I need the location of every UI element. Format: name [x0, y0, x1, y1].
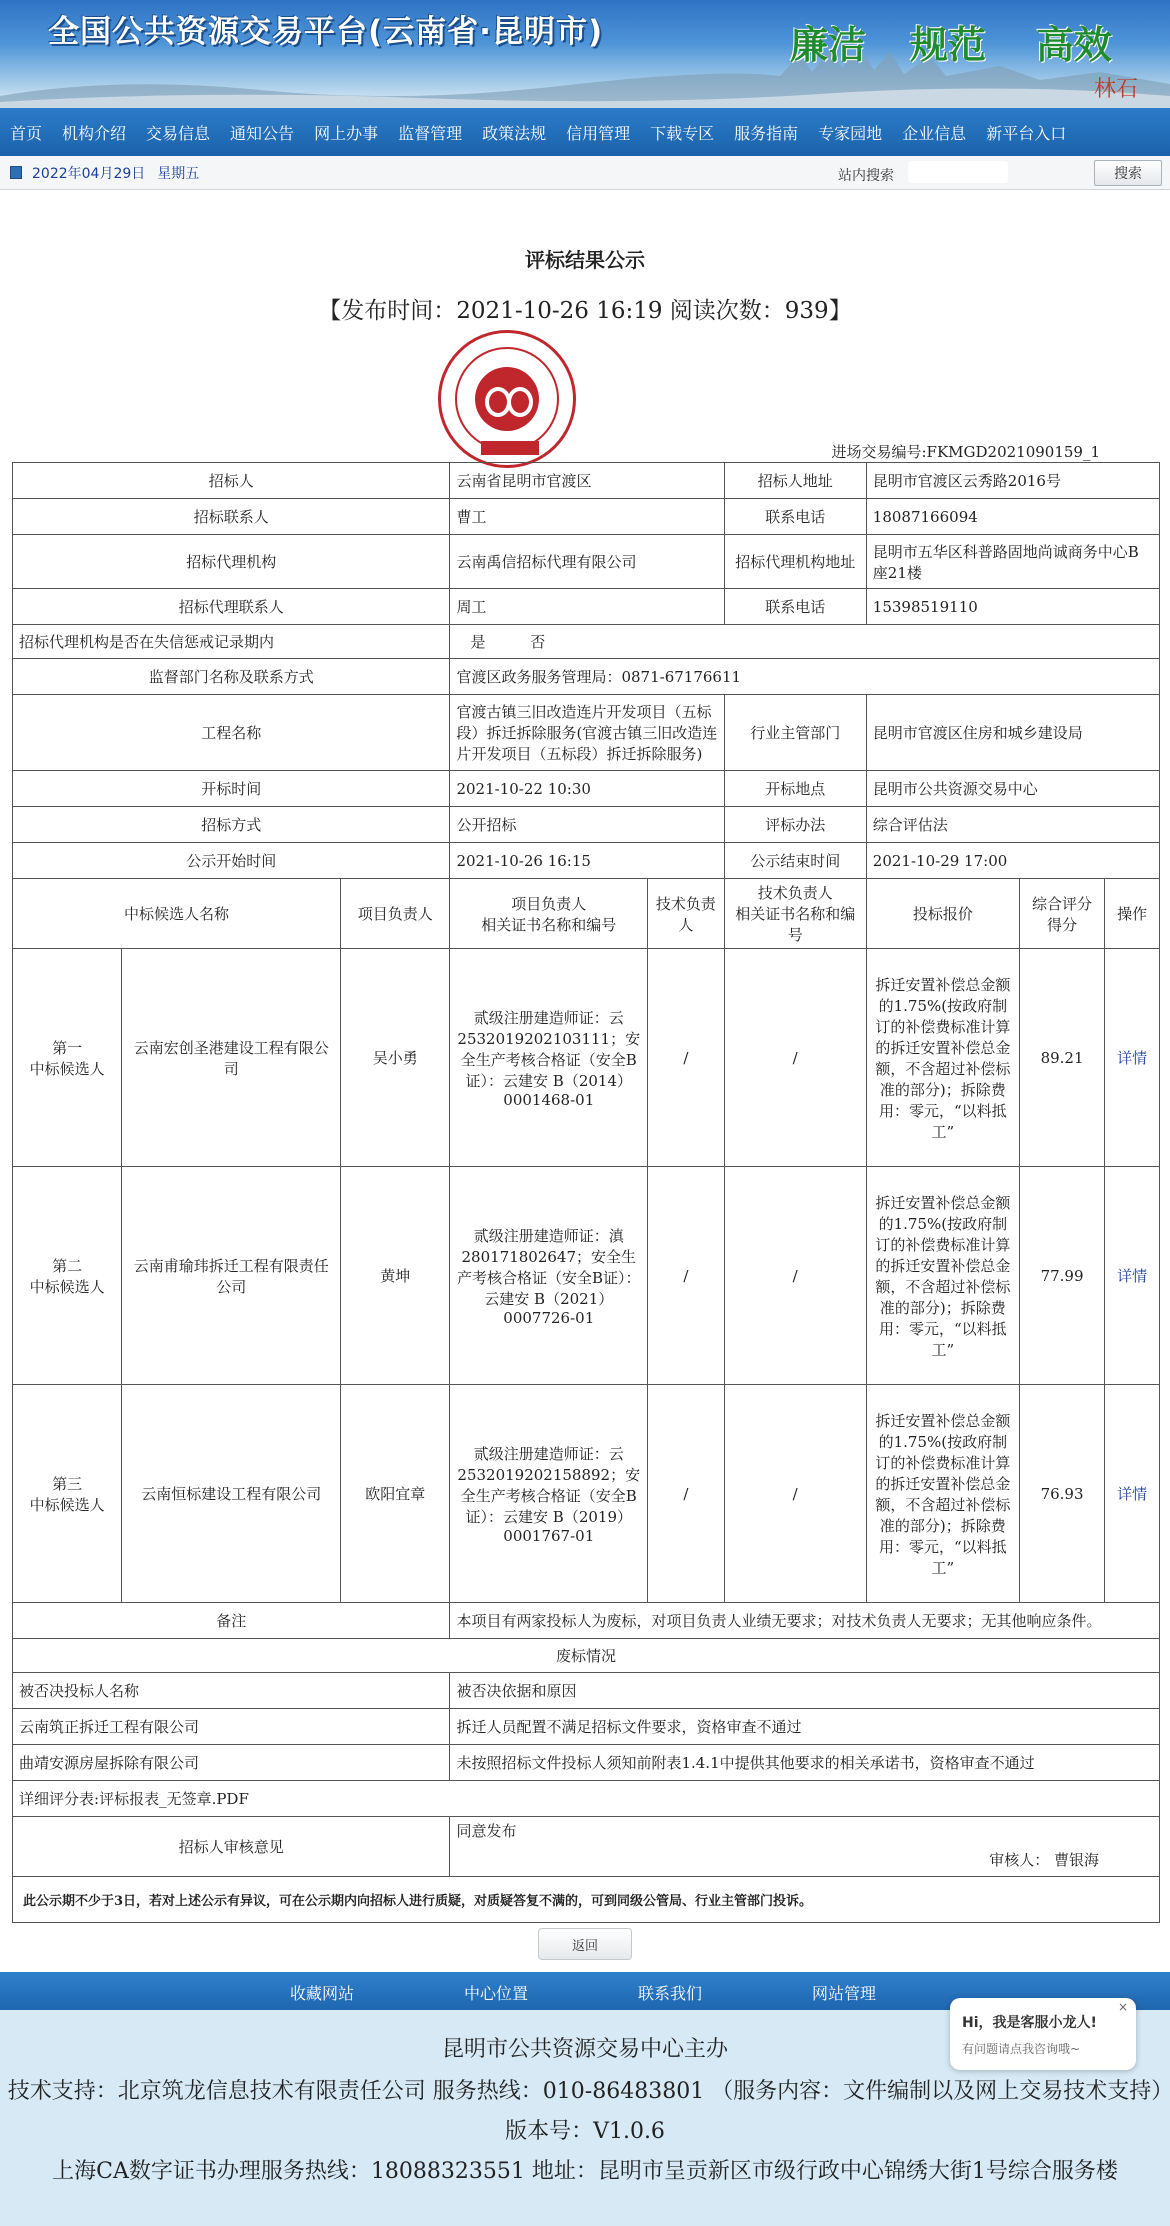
- detail-link[interactable]: 详情: [1117, 1267, 1148, 1285]
- eval-label: 评标办法: [724, 807, 866, 843]
- publish-info: 【发布时间：2021-10-26 16:19 阅读次数：939】: [318, 298, 852, 324]
- supervisor-label: 监督部门名称及联系方式: [13, 659, 450, 695]
- tenderer-label: 招标人: [13, 463, 450, 499]
- score-sheet-link[interactable]: 评标报表_无签章.PDF: [99, 1790, 249, 1808]
- candidate-manager: 欧阳宜章: [341, 1385, 450, 1603]
- dishonest-no: 否: [530, 633, 546, 651]
- candidate-score: 89.21: [1019, 949, 1104, 1167]
- slogan-2: 规范: [910, 22, 987, 67]
- candidate-tech-cert: /: [724, 1167, 866, 1385]
- pub-end-value: 2021-10-29 17:00: [866, 843, 1159, 879]
- open-time-value: 2021-10-22 10:30: [450, 771, 724, 807]
- rejected-col-reason: 被否决依据和原因: [450, 1673, 1160, 1709]
- page-title: 评标结果公示: [525, 248, 645, 272]
- detail-link[interactable]: 详情: [1117, 1485, 1148, 1503]
- rejected-col-name: 被否决投标人名称: [13, 1673, 450, 1709]
- table-row: [13, 1745, 1160, 1781]
- candidate-tech-cert: /: [724, 949, 866, 1167]
- tenderer-addr-label: 招标人地址: [724, 463, 866, 499]
- search-input[interactable]: [908, 161, 1008, 183]
- col-action: 操作: [1105, 879, 1160, 949]
- trade-number: 进场交易编号:FKMGD2021090159_1: [831, 443, 1100, 461]
- candidate-score: 76.93: [1019, 1385, 1104, 1603]
- nav-credit[interactable]: 信用管理: [566, 123, 631, 143]
- candidates-header-row: [13, 879, 1160, 949]
- col-tech-cert: 技术负责人 相关证书名称和编号: [724, 879, 866, 949]
- dishonest-value: [450, 625, 1160, 659]
- eval-value: 综合评估法: [866, 807, 1159, 843]
- current-date: 2022年04月29日: [32, 165, 146, 182]
- candidate-tech-cert: /: [724, 1385, 866, 1603]
- review-label: 招标人审核意见: [13, 1817, 450, 1877]
- method-value: 公开招标: [450, 807, 724, 843]
- candidate-price: 拆迁安置补偿总金额的1.75%(按政府制订的补偿费标准计算的拆迁安置补偿总金额，不含超过补偿标准的部分)；拆除费用：零元，“以料抵工”: [866, 1167, 1019, 1385]
- agency-addr-value: 昆明市五华区科普路固地尚诚商务中心B座21楼: [866, 535, 1159, 589]
- site-title: 全国公共资源交易平台(云南省·昆明市): [48, 14, 604, 50]
- landscape-graphic: [0, 46, 1170, 108]
- content-panel: [0, 190, 1170, 1972]
- agency-phone-label: 联系电话: [724, 589, 866, 625]
- header-banner: [0, 0, 1170, 108]
- candidate-rank: 第一 中标候选人: [13, 949, 122, 1167]
- supervisor-value: 官渡区政务服务管理局：0871-67176611: [450, 659, 1160, 695]
- industry-value: 昆明市官渡区住房和城乡建设局: [866, 695, 1159, 771]
- nav-trade-info[interactable]: 交易信息: [146, 123, 211, 143]
- candidate-name: 云南甫瑜玮拆迁工程有限责任公司: [122, 1167, 341, 1385]
- agency-label: 招标代理机构: [13, 535, 450, 589]
- close-icon[interactable]: ×: [1117, 2000, 1128, 2014]
- main-nav: [0, 108, 1170, 156]
- candidate-rank: 第三 中标候选人: [13, 1385, 122, 1603]
- tenderer-addr-value: 昆明市官渡区云秀路2016号: [866, 463, 1159, 499]
- phone-value: 18087166094: [866, 499, 1159, 535]
- candidate-tech: /: [648, 1167, 725, 1385]
- score-sheet-row: [13, 1781, 1160, 1817]
- candidate-tech: /: [648, 1385, 725, 1603]
- photo-credit: 林石: [1093, 77, 1138, 102]
- col-price: 投标报价: [866, 879, 1019, 949]
- chat-hint: 有问题请点我咨询哦~: [962, 2042, 1081, 2056]
- tenderer-value: 云南省昆明市官渡区: [450, 463, 724, 499]
- nav-about[interactable]: 机构介绍: [62, 123, 127, 143]
- agency-contact-value: 周工: [450, 589, 724, 625]
- footer-admin[interactable]: 网站管理: [812, 1984, 877, 2003]
- detail-link[interactable]: 详情: [1117, 1049, 1148, 1067]
- open-place-label: 开标地点: [724, 771, 866, 807]
- nav-online-service[interactable]: 网上办事: [314, 123, 379, 143]
- rejected-title: 废标情况: [13, 1639, 1160, 1673]
- score-sheet-label: 详细评分表:: [19, 1790, 100, 1808]
- agency-value: 云南禹信招标代理有限公司: [450, 535, 724, 589]
- nav-supervision[interactable]: 监督管理: [398, 123, 463, 143]
- chat-greeting: Hi，我是客服小龙人!: [962, 2015, 1097, 2031]
- candidate-cert: 贰级注册建造师证：云2532019202103111；安全生产考核合格证（安全B证）：云建安 B（2014）0001468-01: [450, 949, 648, 1167]
- nav-enterprise[interactable]: 企业信息: [902, 123, 967, 143]
- footer-support: 技术支持：北京筑龙信息技术有限责任公司 服务热线：010-86483801 （服务内容：文件编制以及网上交易技术支持）版本号：V1.0.6: [7, 2079, 1163, 2144]
- nav-downloads[interactable]: 下载专区: [650, 123, 715, 143]
- agency-addr-label: 招标代理机构地址: [724, 535, 866, 589]
- footer-contact[interactable]: 联系我们: [638, 1984, 703, 2003]
- contact-label: 招标联系人: [13, 499, 450, 535]
- table-row: [13, 1167, 1160, 1385]
- reviewer: 审核人： 曹银海: [989, 1851, 1099, 1869]
- footer-host: 昆明市公共资源交易中心主办: [441, 2037, 728, 2062]
- col-manager-cert: 项目负责人 相关证书名称和编号: [450, 879, 648, 949]
- candidate-name: 云南恒标建设工程有限公司: [122, 1385, 341, 1603]
- info-bar: [0, 156, 1170, 190]
- agency-phone-value: 15398519110: [866, 589, 1159, 625]
- rejected-name: 云南筑正拆迁工程有限公司: [13, 1709, 450, 1745]
- candidate-cert: 贰级注册建造师证：云2532019202158892；安全生产考核合格证（安全B证）：云建安 B（2019）0001767-01: [450, 1385, 648, 1603]
- pub-start-label: 公示开始时间: [13, 843, 450, 879]
- candidate-rank: 第二 中标候选人: [13, 1167, 122, 1385]
- col-candidate-name: 中标候选人名称: [13, 879, 341, 949]
- remark-value: 本项目有两家投标人为废标，对项目负责人业绩无要求；对技术负责人无要求；无其他响应条件。: [450, 1603, 1160, 1639]
- rejected-reason: 拆迁人员配置不满足招标文件要求，资格审查不通过: [450, 1709, 1160, 1745]
- project-value: 官渡古镇三旧改造连片开发项目（五标段）拆迁拆除服务(官渡古镇三旧改造连片开发项目（五标段）拆迁拆除服务): [450, 695, 724, 771]
- nav-home[interactable]: 首页: [10, 123, 43, 143]
- notice-text: 此公示期不少于3日，若对上述公示有异议，可在公示期内向招标人进行质疑，对质疑答复不满的，可到同级公管局、行业主管部门投诉。: [13, 1877, 1160, 1923]
- candidate-price: 拆迁安置补偿总金额的1.75%(按政府制订的补偿费标准计算的拆迁安置补偿总金额，不含超过补偿标准的部分)；拆除费用：零元，“以料抵工”: [866, 1385, 1019, 1603]
- industry-label: 行业主管部门: [724, 695, 866, 771]
- rejected-name: 曲靖安源房屋拆除有限公司: [13, 1745, 450, 1781]
- contact-value: 曹工: [450, 499, 724, 535]
- project-label: 工程名称: [13, 695, 450, 771]
- nav-notices[interactable]: 通知公告: [230, 123, 295, 143]
- dishonest-label: 招标代理机构是否在失信惩戒记录期内: [13, 625, 450, 659]
- nav-guide[interactable]: 服务指南: [734, 123, 799, 143]
- table-row: [13, 949, 1160, 1167]
- footer-ca: 上海CA数字证书办理服务热线：18088323551 地址：昆明市呈贡新区市级行政中心锦绣大街1号综合服务楼: [52, 2159, 1118, 2184]
- candidate-manager: 吴小勇: [341, 949, 450, 1167]
- candidate-price: 拆迁安置补偿总金额的1.75%(按政府制订的补偿费标准计算的拆迁安置补偿总金额，不含超过补偿标准的部分)；拆除费用：零元，“以料抵工”: [866, 949, 1019, 1167]
- method-label: 招标方式: [13, 807, 450, 843]
- customer-service-chat[interactable]: [950, 1998, 1136, 2070]
- rejected-reason: 未按照招标文件投标人须知前附表1.4.1中提供其他要求的相关承诺书，资格审查不通过: [450, 1745, 1160, 1781]
- result-table: [12, 462, 1160, 1923]
- table-row: [13, 1709, 1160, 1745]
- current-weekday: 星期五: [157, 165, 200, 182]
- candidate-tech: /: [648, 949, 725, 1167]
- review-cell: [450, 1817, 1160, 1877]
- open-time-label: 开标时间: [13, 771, 450, 807]
- pub-start-value: 2021-10-26 16:15: [450, 843, 724, 879]
- candidate-name: 云南宏创圣港建设工程有限公司: [122, 949, 341, 1167]
- pub-end-label: 公示结束时间: [724, 843, 866, 879]
- calendar-icon: [10, 166, 22, 179]
- col-score: 综合评分 得分: [1019, 879, 1104, 949]
- remark-label: 备注: [13, 1603, 450, 1639]
- candidate-manager: 黄坤: [341, 1167, 450, 1385]
- search-label: 站内搜索: [838, 168, 894, 184]
- dishonest-yes: 是: [470, 633, 486, 651]
- table-row: [13, 1385, 1160, 1603]
- col-tech: 技术负责人: [648, 879, 725, 949]
- slogan-1: 廉洁: [790, 22, 867, 67]
- back-button[interactable]: 返回: [538, 1928, 632, 1960]
- review-text: 同意发布: [456, 1822, 517, 1840]
- slogan-3: 高效: [1036, 22, 1113, 67]
- candidate-score: 77.99: [1019, 1167, 1104, 1385]
- col-manager: 项目负责人: [341, 879, 450, 949]
- open-place-value: 昆明市公共资源交易中心: [866, 771, 1159, 807]
- search-button[interactable]: 搜索: [1094, 160, 1162, 186]
- nav-experts[interactable]: 专家园地: [818, 123, 883, 143]
- phone-label: 联系电话: [724, 499, 866, 535]
- footer-location[interactable]: 中心位置: [464, 1984, 529, 2003]
- footer-bookmark[interactable]: 收藏网站: [290, 1984, 355, 2003]
- agency-contact-label: 招标代理联系人: [13, 589, 450, 625]
- nav-new-platform[interactable]: 新平台入口: [986, 123, 1067, 143]
- blockchain-seal-icon: [438, 330, 576, 468]
- nav-policy[interactable]: 政策法规: [482, 123, 547, 143]
- candidate-cert: 贰级注册建造师证：滇280171802647；安全生产考核合格证（安全B证）：云建安 B（2021）0007726-01: [450, 1167, 648, 1385]
